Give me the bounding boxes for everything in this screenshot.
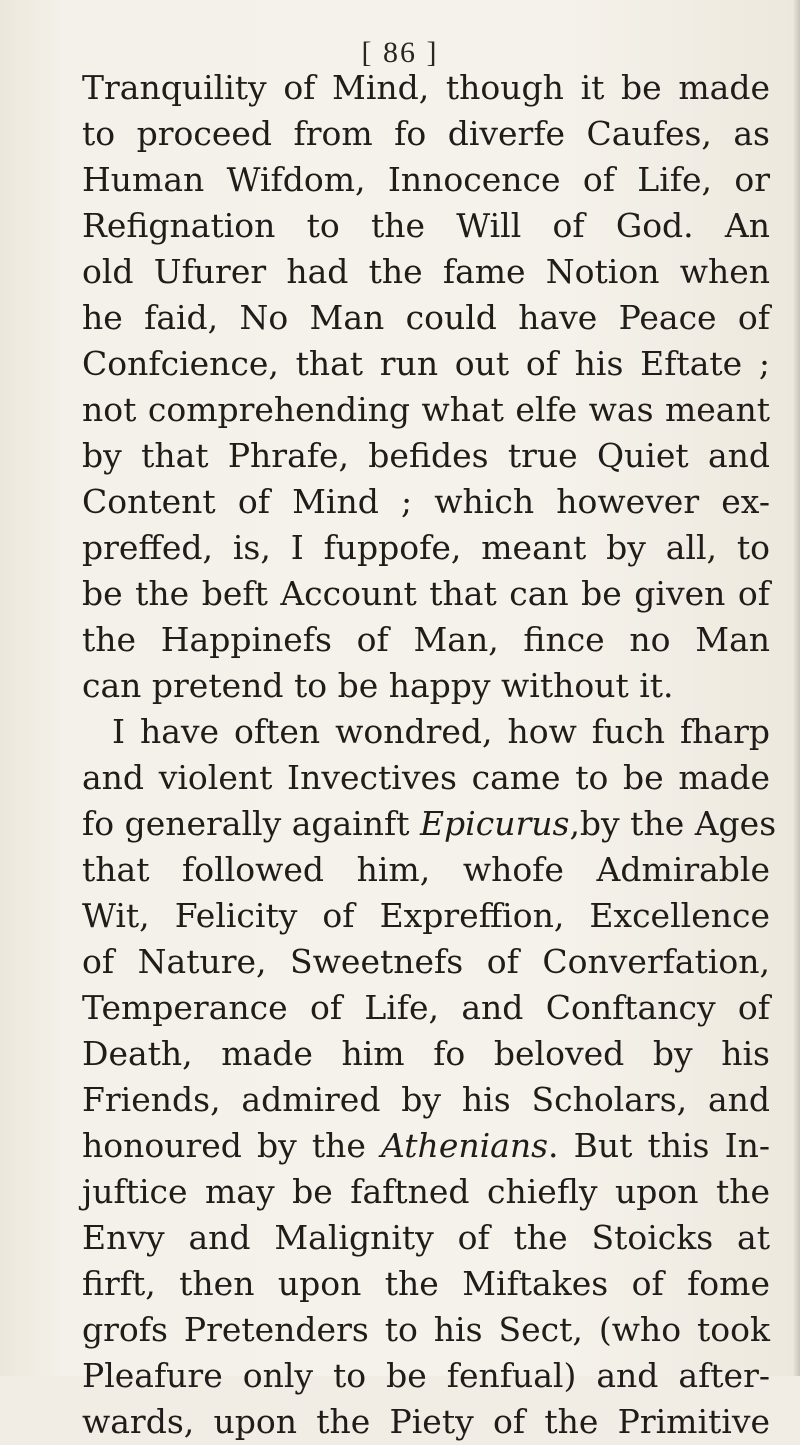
text-line-17-end: ,by the Ages xyxy=(569,804,777,843)
text-line-28: grofs Pretenders to his Sect, (who took xyxy=(82,1310,770,1349)
text-line-23: Friends, admired by his Scholars, and xyxy=(82,1080,770,1119)
text-line-30: wards, upon the Piety of the Primitive xyxy=(82,1402,770,1441)
page-number: [ 86 ] xyxy=(361,36,439,69)
text-line-24-end: . But this In- xyxy=(548,1126,771,1165)
text-line-15: I have often wondred, how fuch fharp xyxy=(112,712,770,751)
text-line-14: can pretend to be happy without it. xyxy=(82,666,674,705)
text-line-24-start: honoured by the xyxy=(82,1126,366,1165)
text-line-12: be the beft Account that can be given of xyxy=(82,574,770,613)
text-line-11: preffed, is, I fuppofe, meant by all, to xyxy=(82,528,770,567)
text-line-29: Pleafure only to be fenfual) and after- xyxy=(82,1356,770,1395)
text-line-24 xyxy=(82,1123,770,1169)
text-line-25: juftice may be faftned chiefly upon the xyxy=(82,1172,770,1211)
text-line-27: firft, then upon the Miftakes of fome xyxy=(82,1264,770,1303)
text-line-2: to proceed from fo diverfe Caufes, as xyxy=(82,114,770,153)
text-line-20: of Nature, Sweetnefs of Converfation, xyxy=(82,942,770,981)
text-line-21: Temperance of Life, and Conftancy of xyxy=(82,988,770,1027)
text-line-17 xyxy=(82,801,777,847)
text-line-6: he faid, No Man could have Peace of xyxy=(82,298,770,337)
text-line-1: Tranquility of Mind, though it be made xyxy=(82,68,770,107)
text-line-8: not comprehending what elfe was meant xyxy=(82,390,770,429)
text-line-26: Envy and Malignity of the Stoicks at xyxy=(82,1218,770,1257)
text-line-10: Content of Mind ; which however ex- xyxy=(82,482,770,521)
italic-name-athenians: Athenians xyxy=(381,1126,549,1165)
page-edge xyxy=(792,0,800,1376)
text-line-17-start: fo generally againft xyxy=(82,804,410,843)
text-line-9: by that Phrafe, befides true Quiet and xyxy=(82,436,770,475)
text-line-13: the Happinefs of Man, fince no Man xyxy=(82,620,770,659)
italic-name-epicurus: Epicurus xyxy=(419,804,570,843)
text-line-19: Wit, Felicity of Expreffion, Excellence xyxy=(82,896,770,935)
text-line-16: and violent Invectives came to be made xyxy=(82,758,770,797)
text-line-7: Confcience, that run out of his Eftate ; xyxy=(82,344,770,383)
text-line-4: Refignation to the Will of God. An xyxy=(82,206,770,245)
text-line-5: old Ufurer had the fame Notion when xyxy=(82,252,770,291)
text-line-22: Death, made him fo beloved by his xyxy=(82,1034,770,1073)
text-line-3: Human Wifdom, Innocence of Life, or xyxy=(82,160,770,199)
text-line-18: that followed him, whofe Admirable xyxy=(82,850,770,889)
